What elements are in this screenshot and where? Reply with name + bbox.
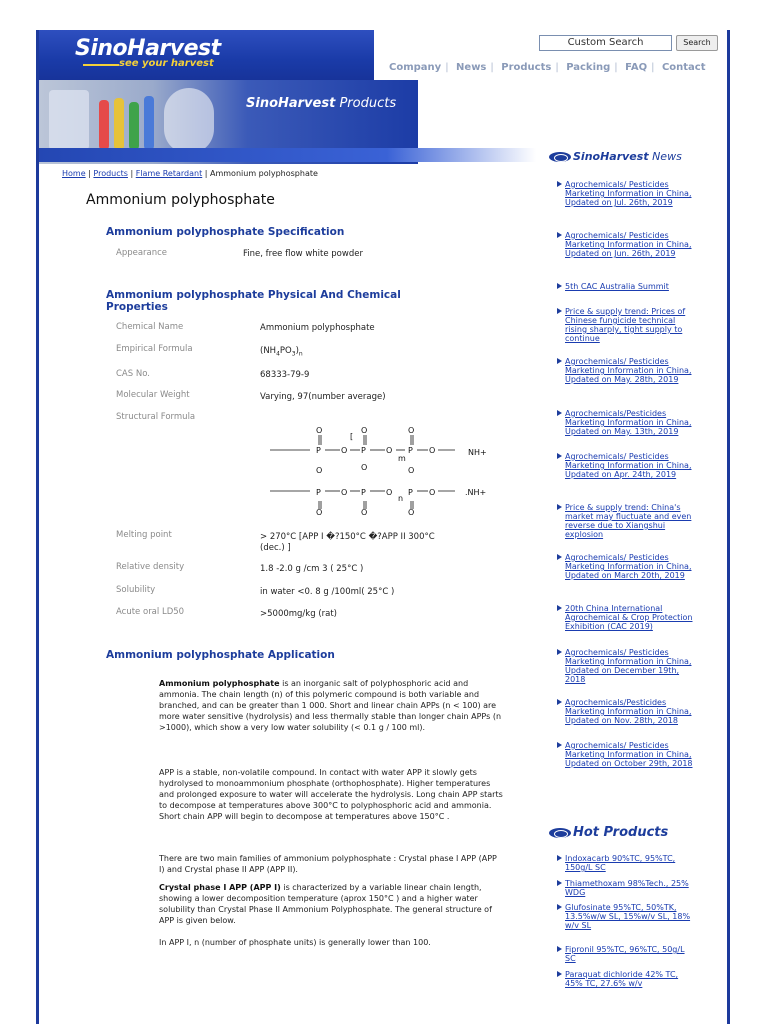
formula-o: O	[361, 426, 368, 435]
news-link[interactable]: Agrochemicals/ Pesticides Marketing Information in China, Updated on May. 28th, 2019	[565, 357, 695, 384]
appearance-value: Fine, free flow white powder	[243, 249, 363, 259]
tagline-rule	[83, 64, 119, 66]
formula-p: P	[361, 446, 366, 455]
site-tagline: see your harvest	[119, 58, 214, 69]
app-paragraph: Ammonium polyphosphate is an inorganic salt of polyphosphoric acid and ammonia. The chain length (n) of this polymeric compound is both variable and branched, and can be greater than 1 000. Short and linear chain APPs (n < 100) are more water sensitive (hydrolysis) and less thermally stable than longer chain APPs (n >1000), which show a very low water solubility (< 0.1 g / 100 ml).	[159, 679, 502, 732]
formula-p: P	[361, 488, 366, 497]
application-title: Ammonium polyphosphate Application	[106, 649, 335, 661]
prop-label: Melting point	[116, 530, 172, 540]
formula-o: O	[361, 508, 368, 517]
prop-label: Molecular Weight	[116, 390, 190, 400]
formula-p: P	[408, 488, 413, 497]
search-input[interactable]: Custom Search	[539, 35, 672, 51]
breadcrumb-products[interactable]: Products	[93, 169, 128, 178]
hot-product-link[interactable]: Fipronil 95%TC, 96%TC, 50g/L SC	[565, 945, 695, 963]
news-link[interactable]: Agrochemicals/ Pesticides Marketing Information in China, Updated on March 20th, 2019	[565, 553, 695, 580]
nav-contact[interactable]: Contact	[661, 62, 706, 73]
nav-products[interactable]: Products	[501, 62, 552, 73]
page-title: Ammonium polyphosphate	[86, 192, 275, 208]
app-paragraph: There are two main families of ammonium polyphosphate : Crystal phase I APP (APP I) and Crystal phase II APP (APP II).	[159, 854, 497, 874]
header-banner	[39, 30, 374, 80]
globe-icon	[549, 828, 571, 838]
formula-o: O	[408, 426, 415, 435]
prop-label: Relative density	[116, 562, 185, 572]
breadcrumb-home[interactable]: Home	[62, 169, 86, 178]
globe-icon	[549, 152, 571, 162]
hot-product-link[interactable]: Paraquat dichloride 42% TC, 45% TC, 27.6% w/v	[565, 970, 695, 988]
prop-label: Chemical Name	[116, 322, 184, 332]
appearance-label: Appearance	[116, 248, 168, 258]
hot-product-link[interactable]: Indoxacarb 90%TC, 95%TC, 150g/L SC	[565, 854, 695, 872]
formula-nh: .NH+	[465, 488, 487, 497]
prop-value: Ammonium polyphosphate	[260, 323, 375, 333]
prop-value: Varying, 97(number average)	[260, 392, 386, 402]
formula-o: O	[429, 488, 436, 497]
breadcrumb: Home | Products | Flame Retardant | Ammonium polyphosphate	[62, 169, 318, 178]
formula-o: O	[316, 508, 323, 517]
prop-value: 1.8 -2.0 g /cm 3 ( 25°C )	[260, 564, 364, 574]
formula-o: O	[408, 466, 415, 475]
melting-point-continued: (dec.) ]	[260, 543, 291, 553]
formula-o: O	[408, 508, 415, 517]
breadcrumb-category[interactable]: Flame Retardant	[135, 169, 203, 178]
nav-packing[interactable]: Packing	[566, 62, 611, 73]
prop-label: Structural Formula	[116, 412, 196, 422]
formula-p: P	[316, 488, 321, 497]
formula-o: O	[341, 446, 348, 455]
hero-strip	[39, 148, 536, 162]
news-link[interactable]: Agrochemicals/ Pesticides Marketing Information in China, Updated on Apr. 24th, 2019	[565, 452, 695, 479]
hot-product-link[interactable]: Thiamethoxam 98%Tech., 25% WDG	[565, 879, 695, 897]
news-link[interactable]: Price & supply trend: China's market may fluctuate and even reverse due to Xiangshui explosion	[565, 503, 695, 539]
prop-label: Empirical Formula	[116, 344, 193, 354]
formula-o: O	[316, 426, 323, 435]
formula-m: m	[398, 454, 406, 463]
formula-o: O	[386, 488, 393, 497]
right-border	[727, 30, 730, 1024]
formula-n: n	[398, 494, 404, 503]
formula-o: O	[361, 463, 368, 472]
news-heading: SinoHarvest News	[549, 150, 682, 163]
news-link[interactable]: Agrochemicals/Pesticides Marketing Information in China, Updated on Nov. 28th, 2018	[565, 698, 695, 725]
app-paragraph: Crystal phase I APP (APP I) is characterized by a variable linear chain length, showing a lower decomposition temperature (aprox 150°C ) and a higher water solubility than Crystal Phase II Ammonium Polyphosphate. The general structure of APP is given below.	[159, 883, 492, 925]
prop-label: CAS No.	[116, 369, 150, 379]
news-link[interactable]: 20th China International Agrochemical & Crop Protection Exhibition (CAC 2019)	[565, 604, 695, 631]
news-link[interactable]: 5th CAC Australia Summit	[565, 282, 695, 291]
empirical-formula-value: $(NH_4PO_3)_n$	[260, 346, 303, 358]
left-border	[36, 30, 39, 1024]
news-link[interactable]: Price & supply trend: Prices of Chinese fungicide technical rising sharply, tight supply to continue	[565, 307, 695, 343]
formula-o: O	[341, 488, 348, 497]
svg-text:[: [	[350, 432, 354, 441]
formula-o: O	[429, 446, 436, 455]
prop-label: Acute oral LD50	[116, 607, 185, 617]
hero-title: SinoHarvest Products	[246, 96, 397, 111]
prop-label: Solubility	[116, 585, 156, 595]
structural-formula-diagram	[270, 425, 500, 520]
news-link[interactable]: Agrochemicals/ Pesticides Marketing Information in China, Updated on December 19th, 2018	[565, 648, 695, 684]
nav-news[interactable]: News	[456, 62, 487, 73]
prop-value: 68333-79-9	[260, 370, 310, 380]
site-logo[interactable]: SinoHarvest	[75, 36, 221, 61]
prop-value: > 270°C [APP I �?150°C �?APP II 300°C	[260, 532, 435, 542]
formula-p: P	[316, 446, 321, 455]
formula-nh: NH+	[468, 448, 487, 457]
formula-o: O	[316, 466, 323, 475]
app-paragraph: In APP I, n (number of phosphate units) is generally lower than 100.	[159, 938, 431, 947]
news-link[interactable]: Agrochemicals/Pesticides Marketing Information in China, Updated on May. 13th, 2019	[565, 409, 695, 436]
news-link[interactable]: Agrochemicals/ Pesticides Marketing Information in China, Updated on October 29th, 2018	[565, 741, 695, 768]
formula-p: P	[408, 446, 413, 455]
properties-title: Ammonium polyphosphate Physical And Chemical Properties	[106, 289, 401, 313]
search-button[interactable]: Search	[676, 35, 718, 51]
nav-faq[interactable]: FAQ	[625, 62, 648, 73]
prop-value: in water <0. 8 g /100ml( 25°C )	[260, 587, 395, 597]
hot-product-link[interactable]: Glufosinate 95%TC, 50%TK, 13.5%w/w SL, 15%w/v SL, 18% w/v SL	[565, 903, 695, 930]
breadcrumb-current: Ammonium polyphosphate	[210, 169, 318, 178]
prop-value: >5000mg/kg (rat)	[260, 609, 337, 619]
spec-title: Ammonium polyphosphate Specification	[106, 226, 345, 238]
app-paragraph: APP is a stable, non-volatile compound. In contact with water APP it slowly gets hydrolysed to monoammonium phosphate (orthophosphate). Higher temperatures and prolonged exposure to water will accelerate the hydrolysis. Long chain APP starts to decompose at temperatures above 300°C to polyphosphoric acid and ammonia. Short chain APP will begin to decompose at temperatures above 150°C .	[159, 768, 503, 821]
hot-products-heading: Hot Products	[549, 825, 668, 840]
top-navigation: Company | News | Products | Packing | FAQ | Contact	[385, 62, 710, 73]
news-link[interactable]: Agrochemicals/ Pesticides Marketing Information in China, Updated on Jun. 26th, 2019	[565, 231, 695, 258]
formula-o: O	[386, 446, 393, 455]
news-link[interactable]: Agrochemicals/ Pesticides Marketing Information in China, Updated on Jul. 26th, 2019	[565, 180, 695, 207]
nav-company[interactable]: Company	[389, 62, 442, 73]
